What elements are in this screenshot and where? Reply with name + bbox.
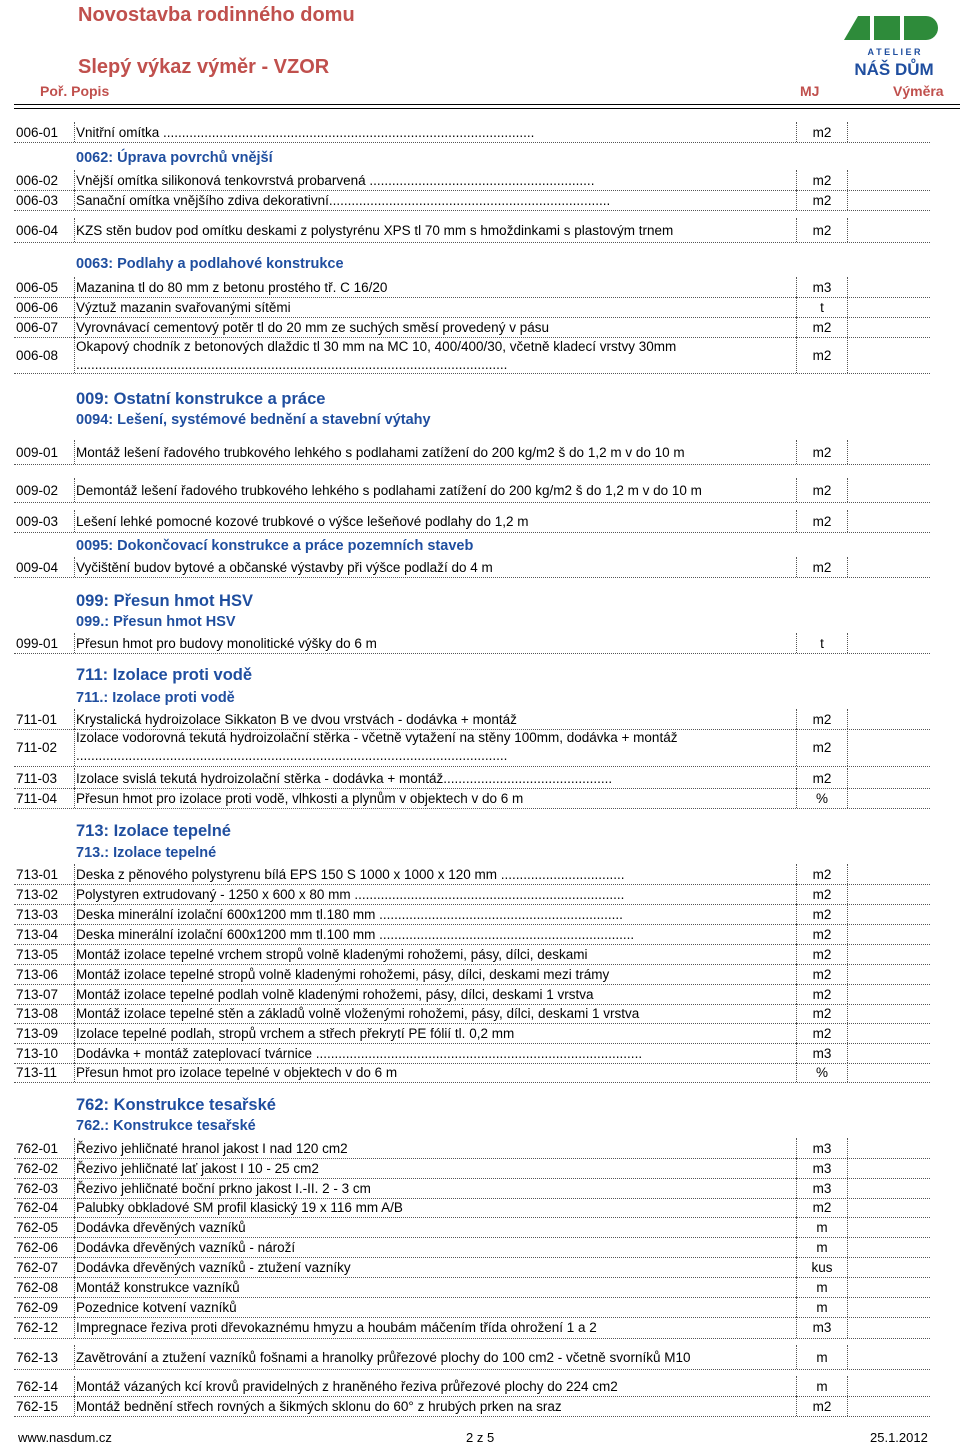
table-row	[14, 964, 930, 985]
item-unit: t	[796, 633, 848, 653]
item-description: Montáž bednění střech rovných a šikmých sklonu do 60° z hrubých prken na sraz	[76, 1398, 562, 1414]
item-code: 762-06	[14, 1237, 75, 1257]
item-code: 762-01	[14, 1138, 75, 1158]
item-description: Demontáž lešení řadového trubkového lehkého s podlahami zatížení do 200 kg/m2 š do 1,2 m v do 10 m	[76, 482, 702, 498]
table-row	[14, 218, 930, 243]
item-description: Řezivo jehličnaté hranol jakost I nad 120 cm2	[76, 1140, 348, 1156]
item-unit: m2	[796, 1396, 848, 1416]
document-title: Novostavba rodinného domu	[78, 4, 355, 26]
item-code: 713-11	[14, 1062, 75, 1082]
item-description: Pozednice kotvení vazníků	[76, 1299, 237, 1315]
item-description: KZS stěn budov pod omítku deskami z polystyrénu XPS tl 70 mm s hmoždinkami s plastovým trnem	[76, 222, 674, 238]
item-unit: m3	[796, 1178, 848, 1198]
table-row	[14, 557, 930, 578]
item-unit: m2	[796, 317, 848, 337]
item-unit: m3	[796, 1316, 848, 1338]
item-code: 006-04	[14, 218, 75, 242]
item-description: Okapový chodník z betonových dlaždic tl 30 mm na MC 10, 400/400/30, včetně kladecí vrstvy 30mm ...................................................................................................................	[76, 339, 677, 372]
item-unit: m2	[796, 170, 848, 190]
table-row	[14, 788, 930, 809]
item-code: 762-07	[14, 1257, 75, 1277]
item-description: Montáž konstrukce vazníků	[76, 1279, 240, 1295]
table-row	[14, 317, 930, 338]
section-heading: 713: Izolace tepelné	[76, 822, 231, 840]
item-unit: m2	[796, 218, 848, 242]
logo-shape-n	[874, 16, 900, 40]
item-code: 713-01	[14, 864, 75, 884]
item-description: Dodávka dřevěných vazníků - nároží	[76, 1239, 296, 1255]
table-row	[14, 1197, 930, 1218]
item-description: Mazanina tl do 80 mm z betonu prostého tř. C 16/20	[76, 279, 388, 295]
footer-page-number: 2 z 5	[466, 1430, 495, 1445]
item-description: Montáž izolace tepelné stěn a základů volně vloženými rohožemi, pásy, dílci, deskami 1 vrstva	[76, 1005, 640, 1021]
item-unit: m2	[796, 1023, 848, 1043]
item-code: 713-05	[14, 944, 75, 964]
item-unit: m2	[796, 1003, 848, 1023]
item-description: Polystyren extrudovaný - 1250 x 600 x 80 mm ........................................................................	[76, 886, 625, 902]
item-code: 009-02	[14, 478, 75, 502]
item-description: Vyčištění budov bytové a občanské výstavby při výšce podlaží do 4 m	[76, 559, 493, 575]
section-heading: 009: Ostatní konstrukce a práce	[76, 390, 326, 408]
item-code: 009-01	[14, 440, 75, 464]
item-code: 713-09	[14, 1023, 75, 1043]
table-row	[14, 633, 930, 654]
item-unit: m	[796, 1277, 848, 1297]
item-unit: m3	[796, 1138, 848, 1158]
table-row	[14, 1257, 930, 1278]
item-unit: m2	[796, 557, 848, 577]
item-description: Přesun hmot pro izolace proti vodě, vlhkosti a plynům v objektech v do 6 m	[76, 790, 524, 806]
item-description: Dodávka + montáž zateplovací tvárnice .......................................................................................	[76, 1045, 643, 1061]
item-unit: m	[796, 1345, 848, 1369]
section-heading: 711: Izolace proti vodě	[76, 666, 253, 684]
header-divider-2	[14, 108, 960, 109]
logo-shape-d	[904, 16, 938, 40]
item-description: Přesun hmot pro izolace tepelné v objektech v do 6 m	[76, 1064, 398, 1080]
section-heading: 762: Konstrukce tesařské	[76, 1096, 276, 1114]
item-unit: m	[796, 1217, 848, 1237]
item-description: Montáž vázaných kcí krovů pravidelných z hraněného řeziva průřezové plochy do 224 cm2	[76, 1378, 618, 1394]
section-heading: 099: Přesun hmot HSV	[76, 592, 253, 610]
item-code: 711-02	[14, 728, 75, 766]
item-code: 711-04	[14, 788, 75, 808]
subsection-heading: 713.: Izolace tepelné	[76, 845, 217, 861]
item-description: Řezivo jehličnaté lať jakost I 10 - 25 cm2	[76, 1160, 319, 1176]
header-divider	[14, 104, 960, 105]
table-row	[14, 864, 930, 885]
item-code: 762-08	[14, 1277, 75, 1297]
item-unit: m2	[796, 944, 848, 964]
item-code: 006-01	[14, 122, 75, 142]
item-code: 711-01	[14, 709, 75, 729]
subsection-heading: 0095: Dokončovací konstrukce a práce pozemních staveb	[76, 538, 474, 554]
item-unit: m2	[796, 884, 848, 904]
item-unit: %	[796, 788, 848, 808]
table-row	[14, 1138, 930, 1159]
item-code: 762-05	[14, 1217, 75, 1237]
item-code: 713-04	[14, 924, 75, 944]
document-subtitle: Slepý výkaz výměr - VZOR	[78, 56, 330, 78]
item-description: Krystalická hydroizolace Sikkaton B ve dvou vrstvách - dodávka + montáž	[76, 711, 517, 727]
item-description: Dodávka dřevěných vazníků	[76, 1219, 246, 1235]
item-code: 713-07	[14, 984, 75, 1004]
table-row	[14, 1003, 930, 1024]
item-unit: m2	[796, 768, 848, 788]
item-unit: m2	[796, 1197, 848, 1217]
table-row	[14, 904, 930, 925]
table-row	[14, 170, 930, 191]
item-unit: m3	[796, 1158, 848, 1178]
item-unit: m2	[796, 924, 848, 944]
table-row	[14, 297, 930, 318]
logo-atelier-text: A T E L I E R	[867, 47, 921, 57]
table-row	[14, 122, 930, 143]
table-row	[14, 1237, 930, 1258]
item-code: 762-04	[14, 1197, 75, 1217]
item-unit: m2	[796, 478, 848, 502]
item-unit: m2	[796, 510, 848, 532]
table-row	[14, 510, 930, 533]
item-code: 762-03	[14, 1178, 75, 1198]
item-unit: m	[796, 1297, 848, 1317]
item-code: 009-03	[14, 510, 75, 532]
item-description: Impregnace řeziva proti dřevokaznému hmyzu a houbám máčením třída ohrožení 1 a 2	[76, 1319, 597, 1335]
item-description: Montáž lešení řadového trubkového lehkého s podlahami zatížení do 200 kg/m2 š do 1,2 m v do 10 m	[76, 444, 685, 460]
item-code: 006-03	[14, 190, 75, 210]
item-description: Dodávka dřevěných vazníků - ztužení vazníky	[76, 1259, 351, 1275]
item-description: Lešení lehké pomocné kozové trubkové o výšce lešeňové podlahy do 1,2 m	[76, 513, 529, 529]
table-row	[14, 1023, 930, 1044]
table-row	[14, 277, 930, 298]
item-unit: m2	[796, 964, 848, 984]
table-row	[14, 190, 930, 211]
item-description: Sanační omítka vnějšího zdiva dekorativní...........................................................................	[76, 192, 611, 208]
table-row	[14, 1396, 930, 1417]
item-code: 762-09	[14, 1297, 75, 1317]
item-code: 711-03	[14, 768, 75, 788]
footer-date: 25.1.2012	[870, 1430, 928, 1445]
item-description: Vnitřní omítka ...................................................................................................	[76, 124, 535, 140]
item-description: Vyrovnávací cementový potěr tl do 20 mm ze suchých směsí provedený v pásu	[76, 319, 549, 335]
item-code: 099-01	[14, 633, 75, 653]
item-description: Deska minerální izolační 600x1200 mm tl.180 mm .................................................................	[76, 906, 623, 922]
item-unit: m2	[796, 904, 848, 924]
item-description: Montáž izolace tepelné stropů volně kladenými rohožemi, pásy, dílci, deskami mezi trámy	[76, 966, 610, 982]
item-description: Izolace svislá tekutá hydroizolační stěrka - dodávka + montáž.............................................	[76, 770, 613, 786]
table-row	[14, 478, 930, 503]
table-row	[14, 768, 930, 789]
item-unit: %	[796, 1062, 848, 1082]
item-description: Vnější omítka silikonová tenkovrstvá probarvená ............................................................	[76, 172, 595, 188]
table-row	[14, 984, 930, 1005]
item-description: Palubky obkladové SM profil klasický 19 x 116 mm A/B	[76, 1199, 403, 1215]
item-code: 006-07	[14, 317, 75, 337]
column-header-mj: MJ	[800, 83, 820, 99]
logo-nas-dum-text: NÁŠ DŮM	[854, 60, 934, 79]
item-unit: kus	[796, 1257, 848, 1277]
subsection-heading: 0062: Úprava povrchů vnější	[76, 150, 273, 166]
item-code: 762-12	[14, 1316, 75, 1338]
table-row	[14, 1277, 930, 1298]
item-description: Montáž izolace tepelné vrchem stropů volně kladenými rohožemi, pásy, dílci, deskami	[76, 946, 588, 962]
item-unit: m2	[796, 984, 848, 1004]
subsection-heading: 099.: Přesun hmot HSV	[76, 614, 236, 630]
item-unit: m3	[796, 1043, 848, 1063]
item-unit: m2	[796, 864, 848, 884]
item-unit: m2	[796, 190, 848, 210]
item-code: 762-13	[14, 1345, 75, 1369]
item-unit: m2	[796, 440, 848, 464]
table-row	[14, 1316, 930, 1339]
item-unit: m2	[796, 337, 848, 373]
subsection-heading: 0063: Podlahy a podlahové konstrukce	[76, 256, 344, 272]
item-description: Izolace vodorovná tekutá hydroizolační stěrka - včetně vytažení na stěny 100mm, dodávka + montáž ...................................................................................................................	[76, 730, 678, 763]
item-code: 713-10	[14, 1043, 75, 1063]
table-row	[14, 709, 930, 730]
logo-shape-a	[844, 16, 870, 40]
table-row	[14, 728, 930, 767]
item-description: Zavětrování a ztužení vazníků fošnami a hranolky průřezové plochy do 100 cm2 - včetně svorníků M10	[76, 1349, 691, 1365]
and-logo	[840, 10, 948, 80]
item-unit: m3	[796, 277, 848, 297]
item-code: 009-04	[14, 557, 75, 577]
item-code: 006-02	[14, 170, 75, 190]
table-row	[14, 1345, 930, 1370]
item-unit: m2	[796, 122, 848, 142]
item-unit: m2	[796, 728, 848, 766]
table-row	[14, 1158, 930, 1179]
column-header-vymera: Výměra	[893, 83, 944, 99]
subsection-heading: 711.: Izolace proti vodě	[76, 690, 235, 706]
item-description: Výztuž mazanin svařovanými sítěmi	[76, 299, 291, 315]
item-description: Přesun hmot pro budovy monolitické výšky do 6 m	[76, 635, 377, 651]
item-unit: t	[796, 297, 848, 317]
column-header-por-popis: Poř. Popis	[40, 83, 110, 99]
item-code: 006-06	[14, 297, 75, 317]
table-row	[14, 884, 930, 905]
table-row	[14, 337, 930, 374]
table-row	[14, 944, 930, 965]
item-unit: m	[796, 1376, 848, 1396]
table-row	[14, 924, 930, 945]
item-description: Montáž izolace tepelné podlah volně kladenými rohožemi, pásy, dílci, deskami 1 vrstva	[76, 986, 594, 1002]
item-code: 762-14	[14, 1376, 75, 1396]
item-unit: m	[796, 1237, 848, 1257]
item-code: 713-06	[14, 964, 75, 984]
item-code: 713-03	[14, 904, 75, 924]
item-description: Deska minerální izolační 600x1200 mm tl.100 mm ....................................................................	[76, 926, 635, 942]
table-row	[14, 1062, 930, 1083]
table-row	[14, 1376, 930, 1397]
item-code: 713-08	[14, 1003, 75, 1023]
item-code: 762-15	[14, 1396, 75, 1416]
subsection-heading: 0094: Lešení, systémové bednění a stavební výtahy	[76, 412, 431, 428]
subsection-heading: 762.: Konstrukce tesařské	[76, 1118, 256, 1134]
footer-website: www.nasdum.cz	[18, 1430, 112, 1445]
item-description: Řezivo jehličnaté boční prkno jakost I.-II. 2 - 3 cm	[76, 1180, 371, 1196]
table-row	[14, 1178, 930, 1199]
item-unit: m2	[796, 709, 848, 729]
item-code: 006-05	[14, 277, 75, 297]
table-row	[14, 1297, 930, 1318]
item-description: Izolace tepelné podlah, stropů vrchem a střech překrytí PE fólií tl. 0,2 mm	[76, 1025, 515, 1041]
item-code: 762-02	[14, 1158, 75, 1178]
item-code: 713-02	[14, 884, 75, 904]
item-description: Deska z pěnového polystyrenu bílá EPS 150 S 1000 x 1000 x 120 mm .................................	[76, 866, 625, 882]
item-code: 006-08	[14, 337, 75, 373]
table-row	[14, 1217, 930, 1238]
table-row	[14, 1043, 930, 1064]
table-row	[14, 440, 930, 465]
